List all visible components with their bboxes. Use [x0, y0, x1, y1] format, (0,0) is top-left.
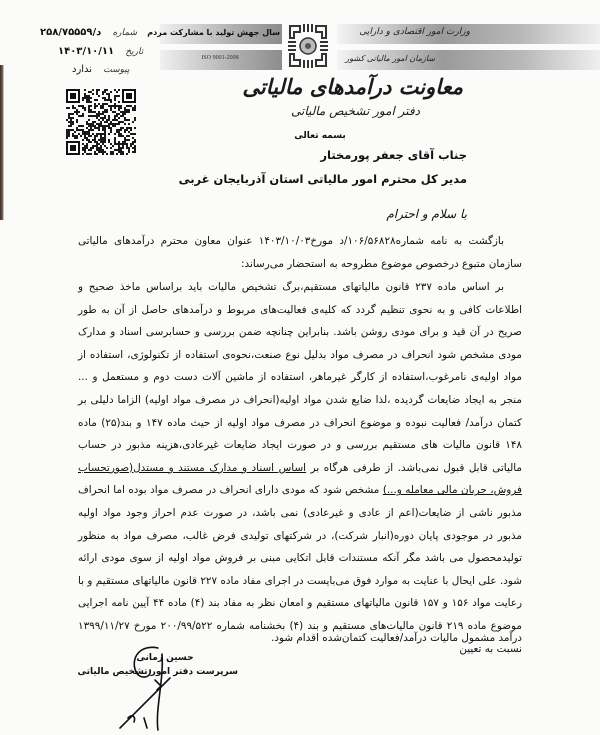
main-text-underlined: اساس اسناد و مدارک مستند و مستدل(صورتحساب فروش، جریان مالی معامله و...): [78, 461, 523, 497]
greeting: با سلام و احترام: [386, 207, 467, 221]
closing-line: درآمد مشمول مالیات درآمد/فعالیت کتمان‌شده اقدام شود.: [271, 632, 522, 644]
office-title: دفتر امور تشخیص مالیاتی: [291, 104, 420, 118]
basmala: بسمه تعالی: [294, 131, 346, 141]
signer-name: حسین زمانی: [136, 653, 194, 663]
main-paragraph: [78, 276, 522, 660]
main-text-part1: بر اساس ماده ۲۳۷ قانون مالیاتهای مستقیم،برگ تشخیص مالیات باید براساس ماخذ صحیح و اطلاعات کافی و به نحوی تنظیم گردد که کلیه‌ی فعالیت‌های مربوط و درآمدهای حاصل از آن به طور صریح در آن قید و برای مودی روشن باشد. بنابراین چنانچه ضمن بررسی و حسابرسی اسناد و مدارک مودی مشخص شود انحراف در مصرف مواد بدلیل نوع صنعت،نحوه‌ی استفاده از تکنولوژی، استفاده از مواد اولیه‌ی نامرغوب،استفاده از کارگر غیرماهر، استفاده از ماشین آلات دست دوم و مستعمل و ... منجر به ایجاد ضایعات گردیده ،لذا ضایع شدن مواد اولیه(انحراف در مصرف مواد اولیه) الزاما دلیلی بر کتمان درآمد/ فعالیت نبوده و موضوع انحراف در مصرف مواد اولیه از حیث ماده ۱۴۷ و بند(۲۵) ماده ۱۴۸ قانون مالیات های مستقیم بررسی و در صورت ایجاد ضایعات غیرعادی،هزینه مذبور در حساب مالیاتی قابل قبول نمی‌باشد. از طرفی هرگاه بر: [78, 281, 522, 474]
letter-number-label: شماره: [112, 28, 138, 38]
intro-text: بازگشت به نامه شماره۱۰۶/۵۶۸۲۸/د مورخ۱۴۰۳/۱۰/۰۳ عنوان معاون محترم درآمدهای مالیاتی سازمان متبوع درخصوص موضوع مطروحه به استحضار می‌رساند:: [78, 235, 522, 270]
letter-number-row: [40, 27, 137, 38]
intro-paragraph: [78, 230, 522, 275]
letter-date-row: [58, 46, 143, 57]
letter-date-label: تاریخ: [125, 47, 144, 57]
year-slogan: سال جهش تولید با مشارکت مردم: [147, 28, 280, 37]
scan-edge-shadow: [0, 65, 4, 220]
deputy-title: معاونت درآمدهای مالیاتی: [242, 74, 463, 99]
recipient-title: مدیر کل محترم امور مالیاتی استان آذربایجان غربی: [178, 172, 467, 186]
letter-date-value: ۱۴۰۳/۱۰/۱۱: [58, 46, 115, 57]
tax-organization-emblem-icon: [286, 22, 330, 70]
attachment-row: [72, 64, 130, 75]
iso-certification: ISO 9001-2008: [201, 55, 239, 61]
attachment-value: ندارد: [72, 64, 93, 75]
ministry-name: وزارت امور اقتصادی و دارایی: [359, 27, 470, 37]
qr-code-icon[interactable]: [66, 89, 136, 155]
main-text-part2: مشخص شود که مودی دارای انحراف در مصرف مواد بوده اما انحراف مذبور ناشی از ضایعات(اعم از عادی و غیرعادی) نمی باشد، در صورت عدم احراز وجود مواد اولیه مذبور در موجودی پایان دوره(انبار شرکت)، در شرکتهای تولیدی فرض غالب، مصرف مواد به منظور تولیدمحصول می باشد مگر آنکه مستندات قابل اتکایی مبنی بر فروش مواد اولیه از سوی مودی ارائه شود. علی ایحال با عنایت به موارد فوق می‌بایست در اجرای مفاد ماده ۲۲۷ قانون مالیاتهای مستقیم و با رعایت مواد ۱۵۶ و ۱۵۷ قانون مالیاتهای مستقیم و امعان نظر به مفاد بند (۴) ماده ۴۴ آیین نامه اجرایی موضوع ماده ۲۱۹ قانون مالیات‌های مستقیم و بند (۴) بخشنامه شماره ۲۰۰/۹۹/۵۲۲ مورخ ۱۳۹۹/۱۱/۲۷ نسبت به تعیین: [78, 484, 522, 655]
attachment-label: پیوست: [103, 65, 130, 75]
organization-name: سازمان امور مالیاتی کشور: [345, 54, 435, 63]
signer-title: سرپرست دفتر امور تشخیص مالیاتی: [77, 667, 238, 677]
recipient-name: جناب آقای جعفر پورمختار: [320, 148, 467, 162]
letter-number-value: د/۲۵۸/۷۵۵۵۹: [40, 27, 102, 38]
main-text: [78, 276, 522, 660]
